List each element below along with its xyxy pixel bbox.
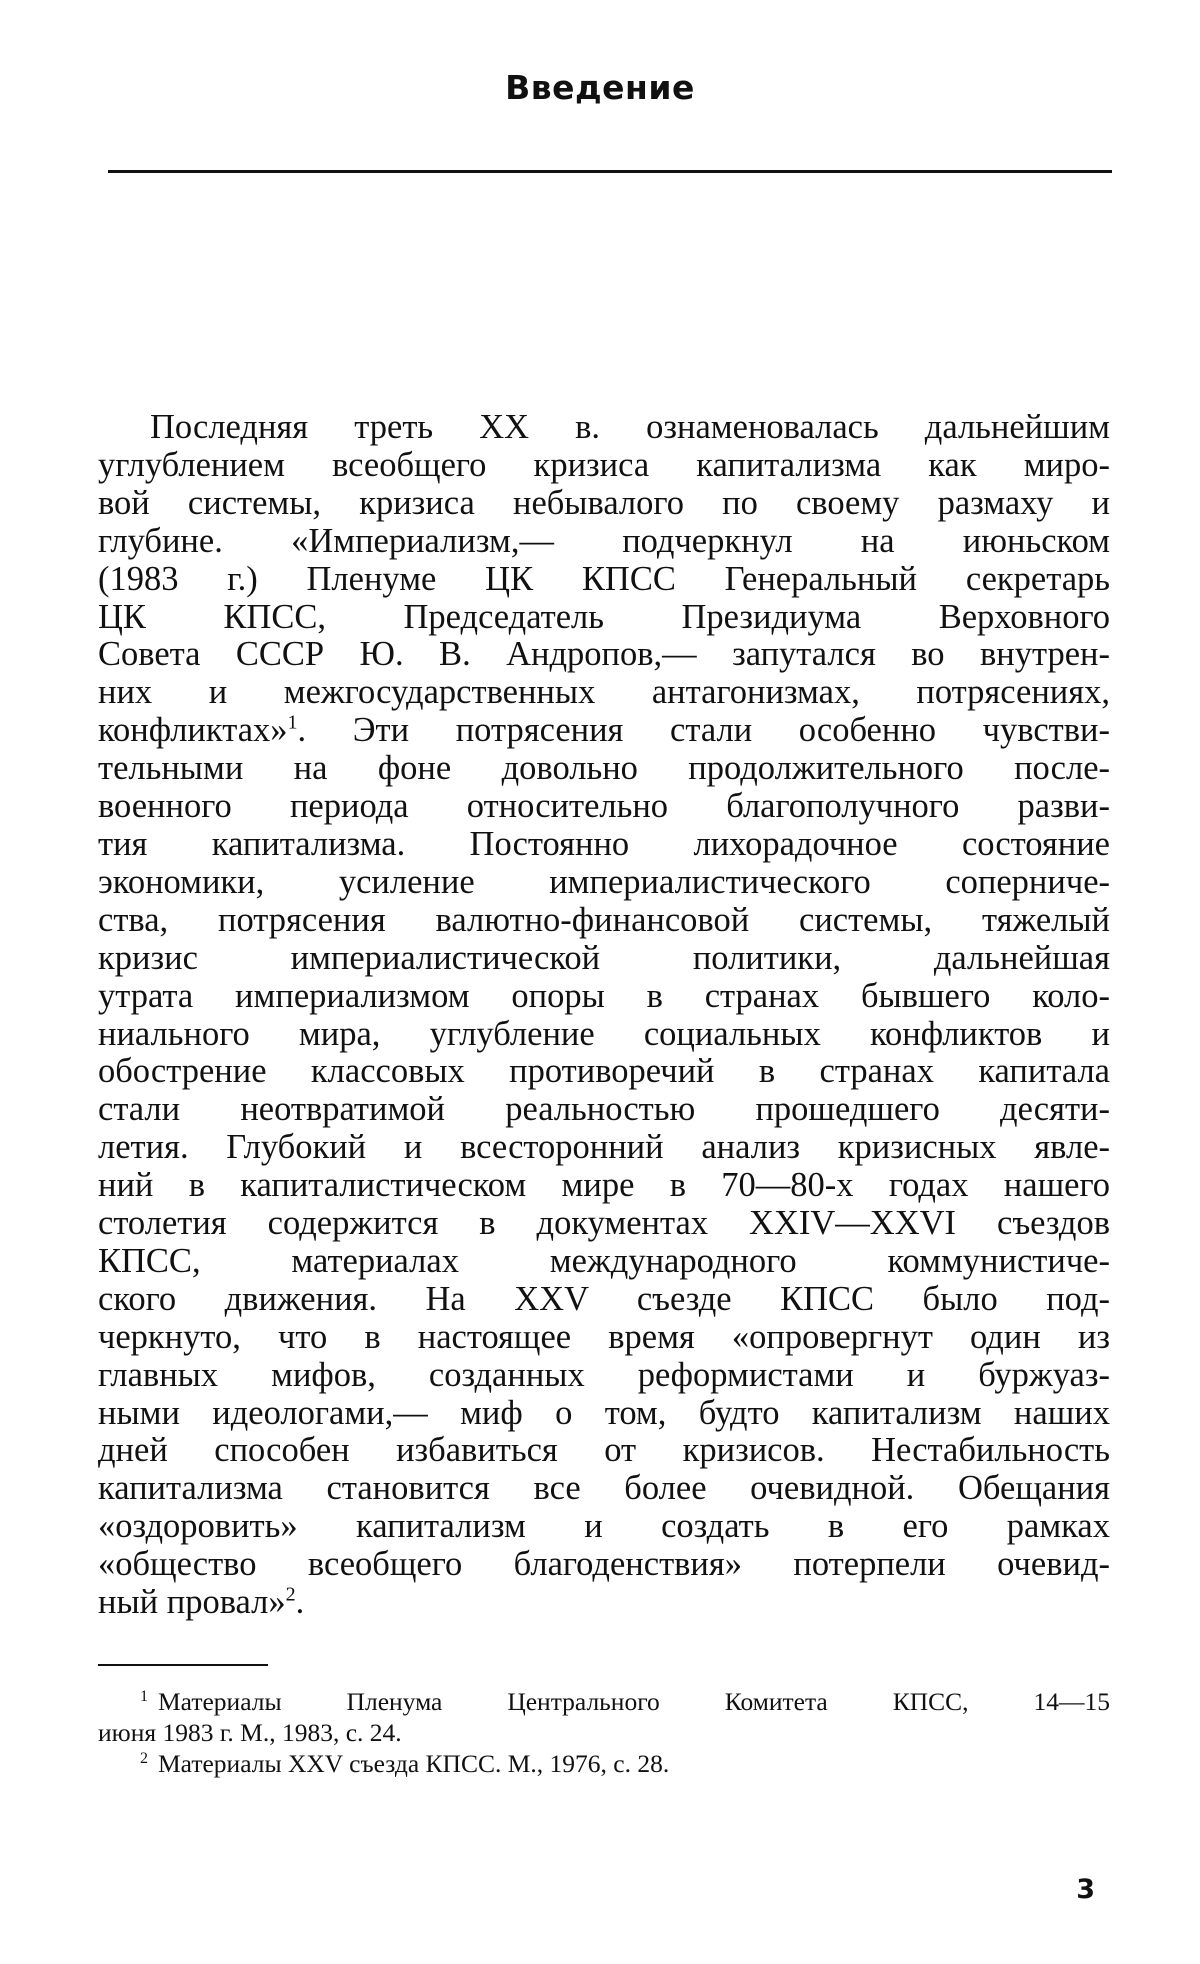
body-line: дней способен избавиться от кризисов. Нестабильность (98, 1431, 1110, 1470)
body-line: Совета СССР Ю. В. Андропов,— запутался во внутрен- (98, 635, 1110, 674)
body-line: черкнуто, что в настоящее время «опровергнут один из (98, 1317, 1110, 1356)
chapter-title: Введение (505, 68, 695, 107)
footnote-ref-1: 1 (287, 711, 298, 734)
footnote-marker: 1 (140, 1687, 148, 1705)
footnote-1 (98, 1686, 1110, 1717)
body-line-head: ный провал» (98, 1583, 286, 1622)
body-line: тельными на фоне довольно продолжительного после- (98, 749, 1110, 788)
body-line: кризис империалистической политики, дальнейшая (98, 938, 1110, 977)
body-line: глубине. «Империализм,— подчеркнул на июньском (98, 521, 1110, 560)
body-line: углублением всеобщего кризиса капитализма как миро- (98, 445, 1110, 484)
body-line: стали неотвратимой реальностью прошедшего десяти- (98, 1090, 1110, 1129)
footnote-ref-2: 2 (285, 1583, 296, 1606)
body-line-tail: . Эти потрясения стали особенно чувстви- (297, 711, 1110, 750)
page-number: 3 (1076, 1874, 1095, 1905)
body-line: КПСС, материалах международного коммунистиче- (98, 1241, 1110, 1280)
footnote-marker: 2 (140, 1749, 148, 1767)
body-line: главных мифов, созданных реформистами и буржуаз- (98, 1355, 1110, 1394)
body-line: ний в капиталистическом мире в 70—80-х годах нашего (98, 1166, 1110, 1205)
body-line (98, 712, 1110, 750)
title-rule (108, 170, 1112, 173)
footnotes (98, 1686, 1110, 1779)
body-line: (1983 г.) Пленуме ЦК КПСС Генеральный секретарь (98, 559, 1110, 598)
body-line: столетия содержится в документах XXIV—XXVI съездов (98, 1204, 1110, 1243)
body-line: военного периода относительно благополучного разви- (98, 787, 1110, 826)
body-paragraph (98, 409, 1110, 1622)
body-line: тия капитализма. Постоянно лихорадочное состояние (98, 824, 1110, 863)
body-line: летия. Глубокий и всесторонний анализ кризисных явле- (98, 1128, 1110, 1167)
body-line: капитализма становится все более очевидной. Обещания (98, 1469, 1110, 1508)
body-line: утрата империализмом опоры в странах бывшего коло- (98, 976, 1110, 1015)
body-line: «оздоровить» капитализм и создать в его рамках (98, 1507, 1110, 1546)
body-line: ства, потрясения валютно-финансовой системы, тяжелый (98, 900, 1110, 939)
body-line: ЦК КПСС, Председатель Президиума Верховного (98, 597, 1110, 636)
body-line: ными идеологами,— миф о том, будто капитализм наших (98, 1393, 1110, 1432)
body-line (98, 1584, 1110, 1622)
body-line: ского движения. На XXV съезде КПСС было под- (98, 1279, 1110, 1318)
body-line-tail: . (295, 1583, 305, 1622)
footnote-1-continued: июня 1983 г. М., 1983, с. 24. (98, 1718, 402, 1747)
body-line: ниального мира, углубление социальных конфликтов и (98, 1014, 1110, 1053)
body-line: вой системы, кризиса небывалого по своему размаху и (98, 483, 1110, 522)
body-line: Последняя треть XX в. ознаменовалась дальнейшим (150, 408, 1110, 446)
body-line: экономики, усиление империалистического соперниче- (98, 862, 1110, 901)
footnote-text: Материалы Пленума Центрального Комитета КПСС, 14—15 (158, 1687, 1110, 1716)
body-line: них и межгосударственных антагонизмах, потрясениях, (98, 673, 1110, 712)
footnote-separator (98, 1664, 268, 1666)
footnote-text: Материалы XXV съезда КПСС. М., 1976, с. 28. (158, 1749, 670, 1778)
body-line: «общество всеобщего благоденствия» потерпели очевид- (98, 1545, 1110, 1584)
footnote-2 (98, 1748, 1110, 1779)
body-line: обострение классовых противоречий в странах капитала (98, 1052, 1110, 1091)
body-line-head: конфликтах» (98, 711, 288, 750)
